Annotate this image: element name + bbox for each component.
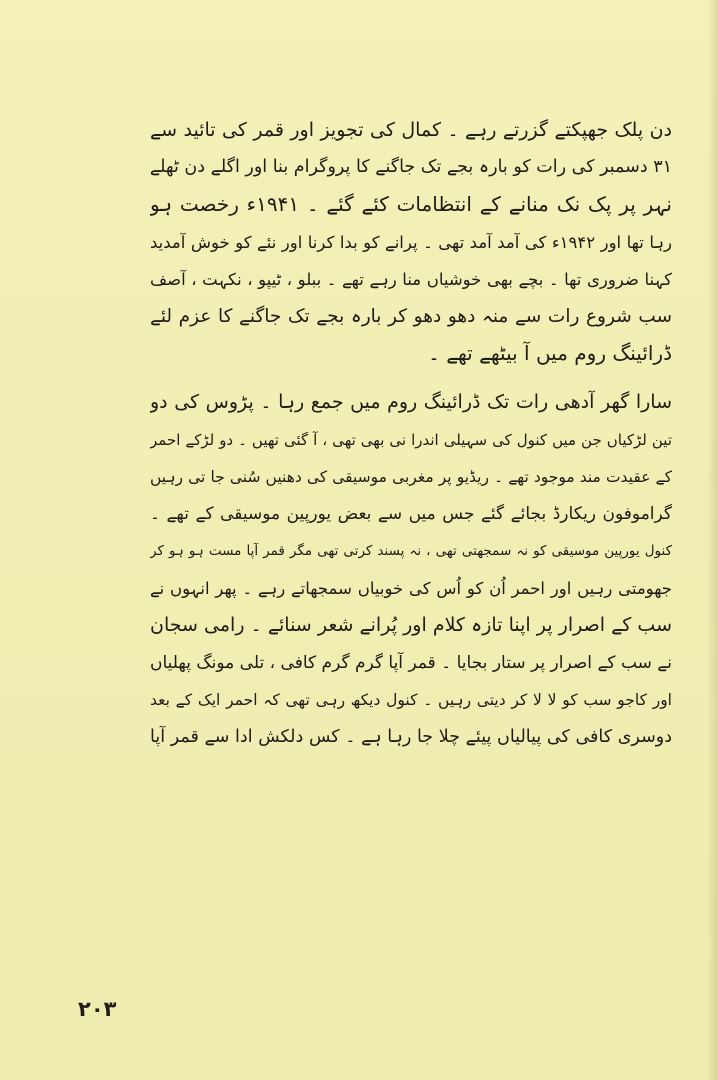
text-line: نہر پر پک نک منانے کے انتظامات کئے گئے ۔ ۱۹۴۱ء رخصت ہو: [150, 192, 672, 217]
text-line: رہا تھا اور ۱۹۴۲ء کی آمد آمد تھی ۔ پرانے کو بدا کرنا اور نئے کو خوش آمدید: [150, 232, 672, 252]
text-line: کنول یورپین موسیقی کو نہ سمجھتی تھی ، نہ پسند کرتی تھی مگر قمر آپا مست ہو ہو کر: [150, 543, 672, 560]
paragraph-2: [150, 384, 672, 756]
text-line: اور کاجو سب کو لا لا کر دیتی رہیں ۔ کنول دیکھ رہی تھی کہ احمر ایک کے بعد: [150, 690, 672, 709]
text-line: دن پلک جھپکتے گزرتے رہے ۔ کمال کی تجویز اور قمر کی تائید سے: [150, 119, 672, 141]
text-line: جھومتی رہیں اور احمر اُن کو اُس کی خوبیاں سمجھاتے رہے ۔ پھر انہوں نے: [150, 579, 672, 599]
text-line: ڈرائینگ روم میں آ بیٹھے تھے ۔: [428, 341, 672, 366]
page-number: ۲۰۳: [78, 997, 117, 1021]
text-line: نے سب کے اصرار پر ستار بجایا ۔ قمر آپا گرم گرم کافی ، تلی مونگ پھلیاں: [150, 652, 672, 673]
text-line: کے عقیدت مند موجود تھے ۔ ریڈیو پر مغربی موسیقی کی دھنیں سُنی جا تی رہیں: [150, 467, 672, 486]
text-line: سارا گھر آدھی رات تک ڈرائینگ روم میں جمع رہا ۔ پڑوس کی دو: [150, 391, 672, 414]
text-line: سب شروع رات سے منہ دھو دھو کر بارہ بجے تک جاگنے کا عزم لئے: [150, 305, 672, 327]
paragraph-gap: [150, 372, 672, 384]
text-line: دوسری کافی کی پیالیاں پیئے چلا جا رہا ہے ۔ کس دلکش ادا سے قمر آپا: [150, 727, 672, 747]
text-line: کہنا ضروری تھا ۔ بچے بھی خوشیاں منا رہے تھے ۔ ببلو ، ٹیپو ، نکہت ، آصف: [150, 269, 672, 289]
text-line: ۳۱ دسمبر کی رات کو بارہ بجے تک جاگنے کا پروگرام بنا اور اگلے دن ٹھلے: [150, 157, 672, 178]
paragraph-1: [150, 112, 672, 372]
page-text: [150, 112, 672, 756]
text-line: تین لڑکیاں جن میں کنول کی سہیلی اندرا نی بھی تھی ، آ گئی تھیں ۔ دو لڑکے احمر: [150, 430, 672, 449]
text-line: گراموفون ریکارڈ بجائے گئے جس میں سے بعض یورپین موسیقی کے تھے ۔: [150, 503, 672, 524]
text-line: سب کے اصرار پر اپنا تازہ کلام اور پُرانے شعر سنائے ۔ رامی سجان: [150, 614, 672, 637]
